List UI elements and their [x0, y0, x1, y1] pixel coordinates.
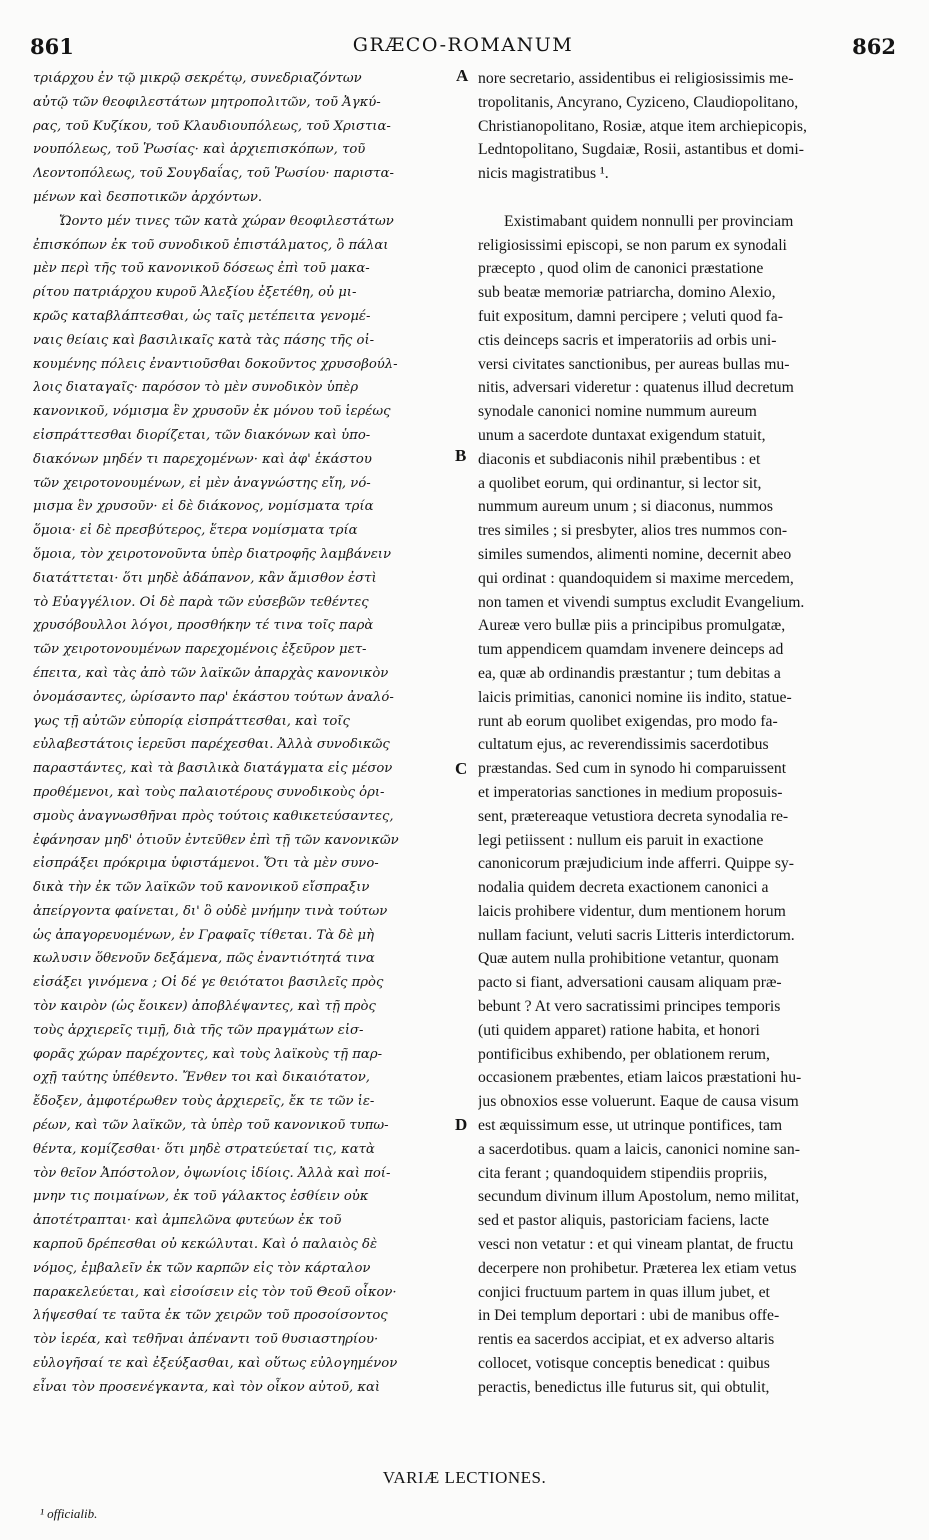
greek-line: γως τῇ αὐτῶν εὐπορίᾳ εἰσπράττεσθαι, καὶ τοῖς: [33, 713, 350, 729]
latin-line: Quæ autem nulla prohibitione vetantur, quonam: [478, 950, 779, 968]
running-header: [30, 34, 896, 62]
greek-line: καρποῦ δρέπεσθαι οὐ κεκώλυται. Καὶ ὁ παλαιὸς δὲ: [33, 1237, 378, 1253]
greek-line: τὸν ἱερέα, καὶ τεθῆναι ἀπέναντι τοῦ θυσιαστηρίου·: [33, 1332, 379, 1348]
greek-line: ρέων, καὶ τῶν λαϊκῶν, τὰ ὑπὲρ τοῦ κανονικοῦ τυπω-: [33, 1118, 389, 1134]
latin-line: decerpere non prohibetur. Præterea lex etiam vetus: [478, 1259, 797, 1277]
margin-marker-a: A: [456, 66, 469, 85]
latin-line: vesci non vetatur : et qui vineam plantat, de fructu: [478, 1236, 794, 1254]
greek-line: τὸν καιρὸν (ὡς ἔοικεν) ἀποβλέψαντες, καὶ τῇ πρὸς: [33, 999, 376, 1015]
latin-line: et imperatorias sanctiones in medium proposuis-: [478, 783, 783, 801]
greek-line: δικὰ τὴν ἐκ τῶν λαϊκῶν τοῦ κανονικοῦ εἴσπραξιν: [33, 880, 370, 896]
latin-line: tum appendicem quamdam invenere deinceps ad: [478, 641, 784, 659]
latin-line: unum a sacerdote duntaxat exigendum statuit,: [478, 426, 766, 444]
greek-line: κουμένης πόλεις ἐναντιοῦσθαι δοκοῦντος χρυσοβούλ-: [33, 356, 398, 372]
greek-line: τὸν θεῖον Ἀπόστολον, ὀψωνίοις ἰδίοις. Ἀλλὰ καὶ ποί-: [33, 1165, 391, 1181]
latin-line: secundum divinum illum Apostolum, nemo militat,: [478, 1188, 800, 1206]
greek-line: διατάττεται· ὅτι μηδὲ ἀδάπανον, κἂν ἄμισθον ἐστὶ: [33, 570, 377, 586]
latin-line: sub beatæ memoriæ patriarcha, domino Alexio,: [478, 284, 776, 302]
greek-line: ναις θείαις καὶ βασιλικαῖς κατὰ τὰς πάσης τῆς οἰ-: [33, 332, 375, 348]
greek-line: διακόνων μηδέν τι παρεχομένων· καὶ ἀφ' ἑκάστου: [33, 451, 372, 467]
greek-line: ὡς ἀπαγορευομένων, ἐν Γραφαῖς τίθεται. Τὰ δὲ μὴ: [33, 927, 375, 943]
greek-line: τριάρχου ἐν τῷ μικρῷ σεκρέτῳ, συνεδριαζόντων: [33, 71, 362, 86]
greek-line: μισμα ἓν χρυσοῦν· εἰ δὲ διάκονος, νομίσματα τρία: [33, 499, 374, 515]
greek-line: ρας, τοῦ Κυζίκου, τοῦ Κλαυδιουπόλεως, τοῦ Χριστια-: [33, 118, 391, 134]
latin-line: laicis primitias, canonici nomine iis indito, statue-: [478, 688, 792, 706]
latin-line: sed et pastor aliquis, pastoriciam faciens, lacte: [478, 1212, 769, 1230]
greek-line: ὅμοια, τὸν χειροτονοῦντα ὑπὲρ διατροφῆς λαμβάνειν: [33, 546, 391, 562]
variae-lectiones-heading: VARIÆ LECTIONES.: [382, 1468, 547, 1487]
greek-line: μένων καὶ δεσποτικῶν ἀρχόντων.: [33, 189, 263, 205]
latin-line: non tamen et vivendi sumptus excludit Evangelium.: [478, 593, 805, 611]
greek-line: νουπόλεως, τοῦ Ῥωσίας· καὶ ἀρχιεπισκόπων, τοῦ: [33, 142, 366, 158]
greek-line: κωλυσιν ὅθενοῦν δεξάμενα, πῶς ἐναντιότητά τινα: [33, 951, 375, 967]
latin-line: [478, 186, 893, 210]
greek-line: εἶναι τὸν προσενέγκαντα, καὶ τὸν οἶκον αὐτοῦ, καὶ: [33, 1379, 381, 1395]
greek-line: εἰσάξει γινόμενα ; Οἱ δέ γε θειότατοι βασιλεῖς πρὸς: [33, 975, 384, 991]
greek-line: Ὤοντο μέν τινες τῶν κατὰ χώραν θεοφιλεστάτων: [59, 213, 394, 229]
latin-line: fuit expositum, damni percipere ; veluti quod fa-: [478, 307, 783, 325]
margin-marker-c: C: [455, 759, 468, 778]
greek-line: ἔδοξεν, ἀμφοτέρωθεν τοὺς ἀρχιερεῖς, ἔκ τε τῶν ἱε-: [33, 1094, 375, 1110]
latin-line: Existimabant quidem nonnulli per provinciam: [504, 212, 794, 230]
greek-line: μνην τις ποιμαίνων, ἐκ τοῦ γάλακτος ἐσθίειν οὐκ: [33, 1189, 369, 1205]
greek-line: ἐφάνησαν μηδ' ὁτιοῦν ἐντεῦθεν ἐπὶ τῇ τῶν κανονικῶν: [33, 832, 399, 848]
greek-line: χρυσόβουλλοι λόγοι, προσθήκην τέ τινα τοῖς παρὰ: [33, 618, 374, 634]
latin-line: a quolibet eorum, qui ordinantur, si lector sit,: [478, 474, 762, 492]
greek-line: ἐπισκόπων ἐκ τοῦ συνοδικοῦ ἐπιστάλματος, ὃ πάλαι: [33, 237, 389, 253]
greek-line: ἀποτέτραπται· καὶ ἀμπελῶνα φυτεύων ἐκ τοῦ: [33, 1213, 342, 1229]
latin-column: [478, 67, 893, 1400]
greek-line: ὀνομάσαντες, ὡρίσαντο παρ' ἑκάστου τούτων ἀναλό-: [33, 689, 394, 705]
latin-line: in Dei templum deportari : ubi de manibus offe-: [478, 1307, 780, 1325]
latin-line: cultatum ejus, ac reverendissimis sacerdotibus: [478, 736, 769, 754]
greek-line: εἰσπράξει πρόκριμα ὑφιστάμενοι. Ὅτι τὰ μὲν συνο-: [33, 856, 379, 872]
page-number-left: 861: [30, 34, 74, 59]
latin-line: religiosissimi episcopi, se non parum ex synodali: [478, 236, 787, 254]
latin-line: præstandas. Sed cum in synodo hi comparuissent: [478, 760, 787, 778]
latin-line: nitis, adversari videretur : quatenus illud decretum: [478, 379, 794, 397]
greek-line: νόμος, ἐμβαλεῖν ἐκ τῶν καρπῶν εἰς τὸν κάρταλον: [33, 1260, 371, 1276]
margin-marker-d: D: [455, 1115, 468, 1134]
latin-line: canonicorum præjudicium inde afferri. Quippe sy-: [478, 855, 794, 873]
greek-line: τῶν χειροτονουμένων παρεχομένοις ἐξεῦρον μετ-: [33, 642, 367, 658]
greek-line: τὸ Εὐαγγέλιον. Οἱ δὲ παρὰ τῶν εὐσεβῶν τεθέντες: [33, 594, 369, 610]
latin-line: nore secretario, assidentibus ei religiosissimis me-: [478, 70, 794, 87]
greek-line: εὐλαβεστάτοις ἱερεῦσι παρέχεσθαι. Ἀλλὰ συνοδικῶς: [33, 737, 390, 753]
greek-line: αὐτῷ τῶν θεοφιλεστάτων μητροπολιτῶν, τοῦ Ἀγκύ-: [33, 94, 381, 110]
latin-line: ctis deinceps sacris et imperatoriis ad orbis uni-: [478, 331, 777, 349]
latin-line: collocet, votisque conceptis benedicat : quibus: [478, 1355, 770, 1373]
latin-line: similes sumendos, alimenti nomine, decernit abeo: [478, 545, 792, 563]
greek-line: θέντα, κομίζεσθαι· ὅτι μηδὲ στρατεύεταί τις, κατὰ: [33, 1141, 375, 1157]
greek-line: έπειτα, καὶ τὰς ἀπὸ τῶν λαϊκῶν ἀπαρχὰς κανονικὸν: [33, 665, 389, 681]
greek-line: ρίτου πατριάρχου κυροῦ Ἀλεξίου ἐξετέθη, οὐ μι-: [33, 285, 357, 301]
latin-line: rentis ea sacerdos accipiat, et ex adverso altaris: [478, 1331, 775, 1349]
latin-line: cita ferant ; quandoquidem stipendiis propriis,: [478, 1164, 768, 1182]
latin-line: nummum aureum unum ; si diaconus, nummos: [478, 498, 773, 516]
greek-line: λήψεσθαί τε ταῦτα ἐκ τῶν χειρῶν τοῦ προσοίσοντος: [33, 1308, 388, 1324]
latin-line: tropolitanis, Ancyrano, Cyziceno, Claudiopolitano,: [478, 93, 799, 111]
latin-line: qui ordinat : quandoquidem si maxime mercedem,: [478, 569, 794, 587]
latin-line: (uti quidem apparet) ratione habita, et honori: [478, 1021, 760, 1039]
latin-line: bebunt ? At vero sacratissimi principes temporis: [478, 998, 781, 1016]
latin-line: synodale canonici nomine nummum aureum: [478, 403, 757, 421]
latin-line: Aureæ vero bullæ piis a principibus promulgatæ,: [478, 617, 786, 635]
greek-line: ὅμοια· εἰ δὲ πρεσβύτερος, ἕτερα νομίσματα τρία: [33, 523, 358, 539]
greek-line: εἰσπράττεσθαι διορίζεται, τῶν διακόνων καὶ ὑπο-: [33, 427, 371, 443]
running-title: GRÆCO-ROMANUM: [352, 34, 574, 56]
latin-line: sent, prætereaque vetustiora decreta synodalia re-: [478, 807, 789, 825]
greek-line: ἀπείργοντα φαίνεται, δι' ὃ οὐδὲ μνήμην τινὰ τούτων: [33, 903, 388, 919]
latin-line: pontificibus exhibendo, per oblationem rerum,: [478, 1045, 770, 1063]
greek-line: κρῶς καταβλάπτεσθαι, ὡς ταῖς μετέπειτα γενομέ-: [33, 308, 371, 324]
greek-line: κανονικοῦ, νόμισμα ἓν χρυσοῦν ἐκ μόνου τοῦ ἱερέως: [33, 404, 391, 420]
latin-line: est æquissimum esse, ut utrinque pontifices, tam: [478, 1117, 783, 1135]
latin-line: conjici fructuum partem in quas illum jubet, et: [478, 1283, 770, 1301]
greek-line: σμοὺς ἀναγνωσθῆναι πρὸς τούτοις καθικετεύσαντες,: [33, 808, 394, 824]
latin-line: occasionem præbentes, etiam laicos præstationi hu-: [478, 1069, 802, 1087]
greek-line: εὐλογῆσαί τε καὶ ἐξεύξασθαι, καὶ οὕτως εὐλογημένον: [33, 1356, 398, 1372]
latin-line: nicis magistratibus ¹.: [478, 165, 609, 183]
latin-line: pacto si fiant, adversationi causam aliquam præ-: [478, 974, 782, 992]
latin-line: nodalia quidem decreta exactionem canonici a: [478, 879, 769, 897]
latin-line: Ledntopolitano, Sugdaiæ, Rosii, astantibus et domi-: [478, 141, 804, 159]
latin-line: runt ab eorum quolibet exigendas, pro modo fa-: [478, 712, 778, 730]
greek-line: παρακελεύεται, καὶ εἰσοίσειν εἰς τὸν τοῦ Θεοῦ οἶκον·: [33, 1284, 397, 1300]
latin-line: versi civitates sanctionibus, per aureas bullas mu-: [478, 355, 790, 373]
footnote: ¹ officialib.: [40, 1506, 98, 1521]
latin-line: a sacerdotibus. quam a laicis, canonici nomine san-: [478, 1140, 800, 1158]
greek-line: οχῇ ταύτης ὑπέθεντο. Ἔνθεν τοι καὶ δικαιότατον,: [33, 1070, 370, 1086]
greek-line: τῶν χειροτονουμένων, εἰ μὲν ἀναγνώστης εἴη, νό-: [33, 475, 371, 491]
latin-line: diaconis et subdiaconis nihil præbentibus : et: [478, 450, 761, 468]
latin-line: ea, quæ ab ordinandis præstantur ; tum debitas a: [478, 664, 781, 682]
latin-line: jus obnoxios esse voluerunt. Eaque de causa visum: [478, 1093, 799, 1111]
greek-line: φορᾶς χώραν παρέχοντες, καὶ τοὺς λαϊκοὺς τῇ παρ-: [33, 1046, 383, 1062]
greek-column: [33, 67, 458, 1400]
greek-line: μὲν περὶ τῆς τοῦ κανονικοῦ δόσεως ἐπὶ τοῦ μακα-: [33, 261, 370, 277]
greek-line: λοις διαταγαῖς· παρόσον τὸ μὲν συνοδικὸν ὑπὲρ: [33, 380, 359, 396]
margin-marker-b: B: [455, 446, 467, 465]
page-number-right: 862: [852, 34, 896, 59]
latin-line: præcepto , quod olim de canonici præstatione: [478, 260, 764, 278]
greek-line: Λεοντοπόλεως, τοῦ Σουγδαΐας, τοῦ Ῥωσίου· παριστα-: [33, 166, 394, 182]
latin-line: laicis prohibere videntur, dum mentionem horum: [478, 902, 786, 920]
latin-line: Christianopolitano, Rosiæ, atque item archiepicopis,: [478, 117, 807, 135]
latin-line: legi petiissent : nullum eis paruit in exactione: [478, 831, 764, 849]
latin-line: peractis, benedictus ille futurus sit, qui obtulit,: [478, 1378, 770, 1396]
greek-line: παραστάντες, καὶ τὰ βασιλικὰ διατάγματα εἰς μέσον: [33, 761, 393, 777]
greek-line: προθέμενοι, καὶ τοὺς παλαιοτέρους συνοδικοὺς ὁρι-: [33, 784, 385, 800]
latin-line: nullam faciunt, veluti sacris Litteris interdictorum.: [478, 926, 795, 944]
greek-line: τοὺς ἀρχιερεῖς τιμῇ, διὰ τῆς τῶν πραγμάτων εἰσ-: [33, 1022, 364, 1038]
latin-line: tres similes ; si presbyter, alios tres nummos con-: [478, 522, 788, 540]
